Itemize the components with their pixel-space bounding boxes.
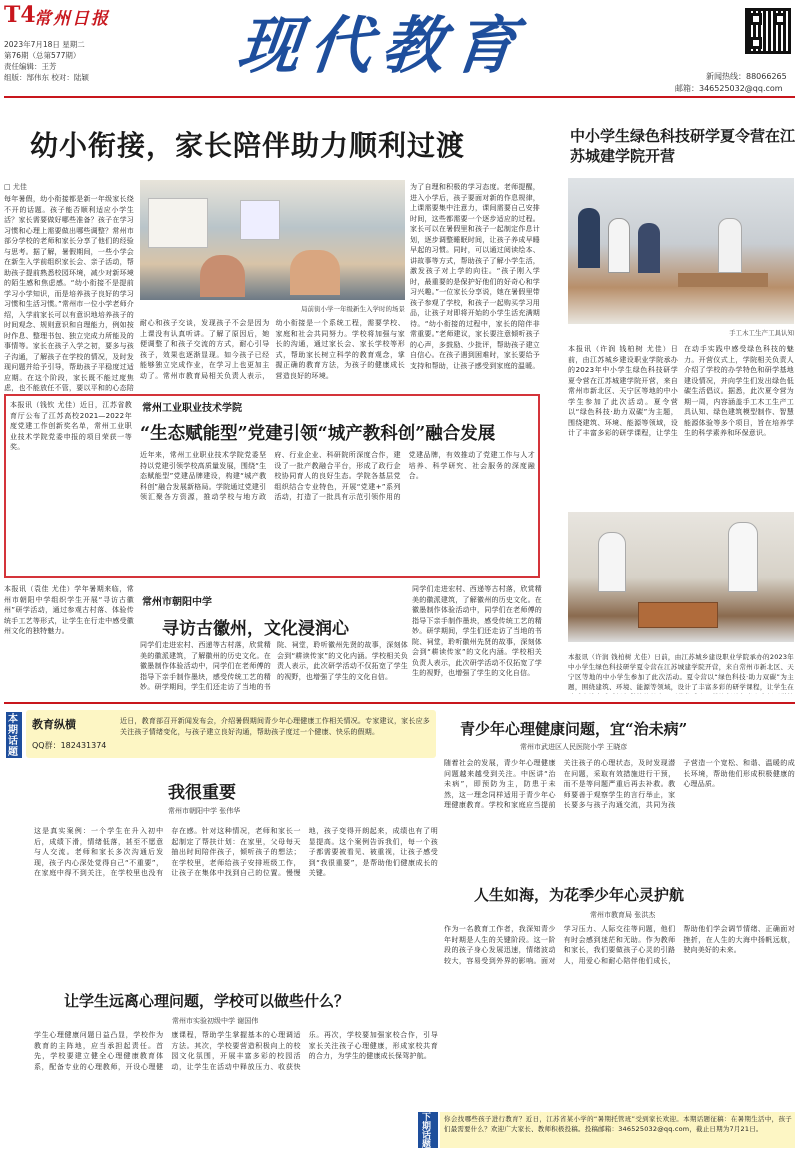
paper-name: 常州日报 (34, 9, 110, 29)
green-tech-photo-caption: 手工木工生产工具认知 (729, 329, 794, 337)
editor-credit: 责任编辑：王芳 (4, 62, 57, 71)
mid-divider (4, 702, 795, 704)
issue-date: 2023年7月18日 星期二 (4, 40, 85, 49)
vocational-lead-in: 本报讯（钱钦 尤佳）近日，江苏省教育厅公布了江苏高校2021—2022年度党建工作创新奖名单，常州工业职业技术学院党委申报的项目荣获一等奖。 (10, 401, 132, 451)
next-topic-badge-label: 下期话题 (422, 1113, 432, 1150)
psych-headline: 青少年心理健康问题，宜“治未病” (460, 720, 688, 738)
rensheng-body: 作为一名教育工作者，我深知青少年时期是人生的关键阶段。这一阶段的孩子身心发展迅速，情绪波动较大，容易受到外界的影响。面对学习压力、人际交往等问题，他们有时会感到迷茫和无助。作为教师和家长，我们要做孩子心灵的引路人，用爱心和耐心陪伴他们成长，帮助他们学会调节情绪、正确面对挫折，在人生的大海中扬帆远航，驶向美好的未来。 (444, 925, 795, 965)
huizhou-lead-in: 本报讯（袁佳 尤佳）学年暑期来临，常州市朝阳中学组织学生开展“寻访古徽州”研学活动，通过参观古村落、体验传统手工艺等形式，让学生在行走中感受徽州文化的独特魅力。 (4, 585, 134, 635)
green-tech-headline: 中小学生绿色科技研学夏令营在江苏城建学院开营 (570, 127, 796, 165)
huizhou-body: 同学们走进宏村、西递等古村落，欣赏精美的徽派建筑，了解徽州的历史文化。在徽墨制作体验活动中，同学们在老师傅的指导下亲手制作墨块，感受传统工艺的精妙。研学期间，学生们还走访了当地的书院、祠堂，聆听徽州先贤的故事，深刻体会到“耕读传家”的文化内涵。学校相关负责人表示，此次研学活动不仅拓宽了学生的视野，也增强了学生的文化自信。 (140, 641, 408, 691)
lead-column-1: 每年暑假，幼小衔接都是新一年级家长绕不开的话题。孩子能否顺利适应小学生活？家长需要做好哪些准备？孩子在学习习惯和心理上需要做出哪些调整？常州市部分学校的老师和家长分享了他们的经验与思考。据了解，暑假期间，一些小学会在新生入学前组织家长会、亲子活动，帮助孩子提前熟悉校园环境，减少对新环境的陌生感和焦虑感。“幼小衔接不是提前学习小学知识，而是培养孩子良好的学习习惯和生活习惯。”常州市一位小学老师介绍，入学前家长可以有意识地培养孩子的时间观念、规则意识和自理能力，例如按时作息、整理书包、独立完成力所能及的事情等。家长在孩子入学之初，要多与孩子沟通，了解孩子在学校的情况，及时发现问题并给予引导，帮助孩子平稳度过适应期。在这个阶段，家长既不能过度焦虑，也不能放任不管，要以平和的心态陪 (4, 195, 134, 392)
lead-column-2: 为了自理和积极的学习态度。老师提醒，进入小学后，孩子要面对新的作息规律，上课需要集中注意力，课间需要自己安排时间，这些都需要一个逐步适应的过程。家长可以在暑假里和孩子一起制定作息计划，逐步调整睡眠时间，让孩子养成早睡早起的习惯。同时，可以通过阅读绘本、讲故事等方式，帮助孩子了解小学生活，激发孩子对上学的向往。“孩子刚入学时，最重要的是保护好他们的好奇心和学习兴趣。”一位家长分享说，她在暑假里带孩子参观了学校，和孩子一起购买学习用品，让孩子对即将开始的小学生活充满期待。“幼小衔接的过程中，家长的陪伴非常重要。”老师建议，家长要注意倾听孩子的心声，多鼓励、少批评，帮助孩子建立自信心。在孩子遇到困难时，家长要给予支持和帮助，让孩子感受到家庭的温暖。 (410, 183, 540, 370)
topic-badge-label: 本期话题 (8, 714, 18, 758)
topic-qq: QQ群：182431374 (32, 741, 107, 750)
vocational-headline: “生态赋能型”党建引领“城产教科创”融合发展 (140, 424, 496, 444)
topic-label: 教育纵横 (32, 718, 76, 731)
green-tech-photo (568, 178, 794, 324)
vocational-body: 近年来，常州工业职业技术学院党委坚持以党建引领学校高质量发展，围绕“生态赋能型”党建品牌建设，构建“城产教科创”融合发展新格局。学院通过党建引领汇聚各方资源，推动学校与地方政府、行业企业、科研院所深度合作，建设了一批产教融合平台，形成了政行企校协同育人的良好生态。学院各基层党组织结合专业特色，开展“党建+”系列活动，打造了一批具有示范引领作用的党建品牌，有效推动了党建工作与人才培养、科学研究、社会服务的深度融合。 (140, 451, 535, 501)
green-tech-photo-2-caption: 本报讯（许润 钱柏树 尤佳）日前，由江苏城乡建设职业学院承办的2023年中小学生绿色科技研学夏令营在江苏城建学院开营，来自常州市新北区、天宁区等地的中小学生参加了此次活动。夏令营以“绿色科技·助力双碳”为主题，围绕建筑、环境、能源等领域，设计了丰富多彩的研学课程，让学生在 (568, 653, 794, 691)
green-tech-body: 本报讯（许润 钱柏树 尤佳）日前，由江苏城乡建设职业学院承办的2023年中小学生绿色科技研学夏令营在江苏城建学院开营，来自常州市新北区、天宁区等地的中小学生参加了此次活动。夏令营以“绿色科技·助力双碳”为主题，围绕建筑、环境、能源等领域，设计了丰富多彩的研学课程，让学生在动手实践中感受绿色科技的魅力。开营仪式上，学院相关负责人介绍了学校的办学特色和研学基地建设情况，并向学生们发出绿色低碳生活倡议。据悉，此次夏令营为期一周，内容涵盖手工木工生产工具认知、绿色建筑模型制作、智慧能源体验等多个项目，旨在培养学生的科学素养和环保意识。 (568, 345, 794, 437)
important-headline: 我很重要 (168, 783, 236, 803)
lead-photo-caption: 局前街小学一年级新生入学时的场景 (301, 305, 405, 313)
green-tech-photo-2 (568, 512, 794, 642)
email: 邮箱：346525032@qq.com (675, 84, 783, 93)
section-title: 现代教育 (234, 9, 530, 82)
psych-body: 随着社会的发展，青少年心理健康问题越来越受到关注。中医讲“治未病”，即预防为主，防患于未然，这一理念同样适用于青少年心理健康教育。学校和家庭应当提前关注孩子的心理状态，及时发现潜在问题，采取有效措施进行干预，而不是等问题严重后再去补救。教师要善于观察学生的言行举止，家长要多与孩子沟通交流，共同为孩子营造一个宽松、和谐、温暖的成长环境，帮助他们形成积极健康的心理品质。 (444, 759, 795, 809)
rensheng-byline: 常州市教育局 张洪杰 (590, 911, 656, 919)
rensheng-headline: 人生如海，为花季少年心灵护航 (474, 886, 685, 904)
masthead-divider (4, 96, 795, 98)
lead-byline: □ 尤佳 (4, 183, 27, 191)
huizhou-body-right: 同学们走进宏村、西递等古村落，欣赏精美的徽派建筑，了解徽州的历史文化。在徽墨制作体验活动中，同学们在老师傅的指导下亲手制作墨块，感受传统工艺的精妙。研学期间，学生们还走访了当地的书院、祠堂，聆听徽州先贤的故事，深刻体会到“耕读传家”的文化内涵。学校相关负责人表示，此次研学活动不仅拓宽了学生的视野，也增强了学生的文化自信。 (412, 585, 542, 677)
page-number: T4 (4, 2, 36, 28)
psych-byline: 常州市武进区人民医院小学 王晓彦 (520, 743, 628, 751)
distance-body: 学生心理健康问题日益凸显，学校作为教育的主阵地，应当承担起责任。首先，学校要建立健全心理健康教育体系，配备专业的心理教师，开设心理健康课程，帮助学生掌握基本的心理调适方法。其次，学校要营造积极向上的校园文化氛围，开展丰富多彩的校园活动，让学生在活动中释放压力、收获快乐。再次，学校要加强家校合作，引导家长关注孩子心理健康，形成家校共育的合力，为学生的健康成长保驾护航。 (34, 1031, 438, 1071)
lead-bottom-text: 耐心和孩子交谈，发现孩子不会是因为上课没有认真听讲。了解了原因后，她便调整了和孩子交流的方式，耐心引导孩子，效果也逐渐显现。如今孩子已经能够独立完成作业，在学习上也更加主动了。常州市教育局相关负责人表示，幼小衔接是一个系统工程，需要学校、家庭和社会共同努力。学校将加强与家长的沟通，通过家长会、家长学校等形式，帮助家长树立科学的教育观念，掌握正确的教育方法，为孩子的健康成长营造良好的环境。 (140, 319, 405, 380)
distance-headline: 让学生远离心理问题，学校可以做些什么？ (64, 992, 350, 1010)
next-topic-text: 你会找哪些孩子进行教育？近日，江苏省某小学的“暑期托管班”受到家长欢迎。本期话题征稿：在暑期生活中，孩子们最需要什么？欢迎广大家长、教师积极投稿。投稿邮箱：346525032@qq.com，截止日期为7月21日。 (444, 1115, 792, 1133)
topic-text: 近日，教育部召开新闻发布会，介绍暑假期间青少年心理健康工作相关情况。专家建议，家长应多关注孩子情绪变化，与孩子建立良好沟通，帮助孩子度过一个健康、快乐的假期。 (120, 717, 430, 736)
layout-credit: 组版：郜伟东 校对：陆颖 (4, 73, 89, 82)
vocational-school-name: 常州工业职业技术学院 (142, 403, 242, 414)
news-hotline: 新闻热线：88066265 (706, 72, 787, 81)
lead-photo (140, 180, 405, 300)
important-byline: 常州市朝阳中学 张伟华 (168, 807, 241, 815)
huizhou-headline: 寻访古徽州，文化浸润心 (162, 619, 349, 639)
qr-code-icon (745, 8, 791, 54)
important-body: 这是真实案例：一个学生在升入初中后，成绩下滑，情绪低落，甚至不愿意与人交流。老师和家长多次沟通后发现，孩子内心深处觉得自己“不重要”，在家庭中得不到关注，在学校里也没有存在感。针对这种情况，老师和家长一起制定了帮扶计划：在家里，父母每天抽出时间陪伴孩子，倾听孩子的想法；在学校里，老师给孩子安排班级工作，让孩子在集体中找到自己的位置。慢慢地，孩子变得开朗起来，成绩也有了明显提高。这个案例告诉我们，每一个孩子都需要被看见、被重视，让孩子感受到“我很重要”，是帮助他们健康成长的关键。 (34, 827, 438, 877)
distance-byline: 常州市实验初级中学 谢国伟 (172, 1017, 259, 1025)
issue-number: 第76期（总第577期） (4, 51, 81, 60)
lead-headline: 幼小衔接，家长陪伴助力顺利过渡 (30, 129, 466, 162)
huizhou-school-name: 常州市朝阳中学 (142, 597, 212, 608)
